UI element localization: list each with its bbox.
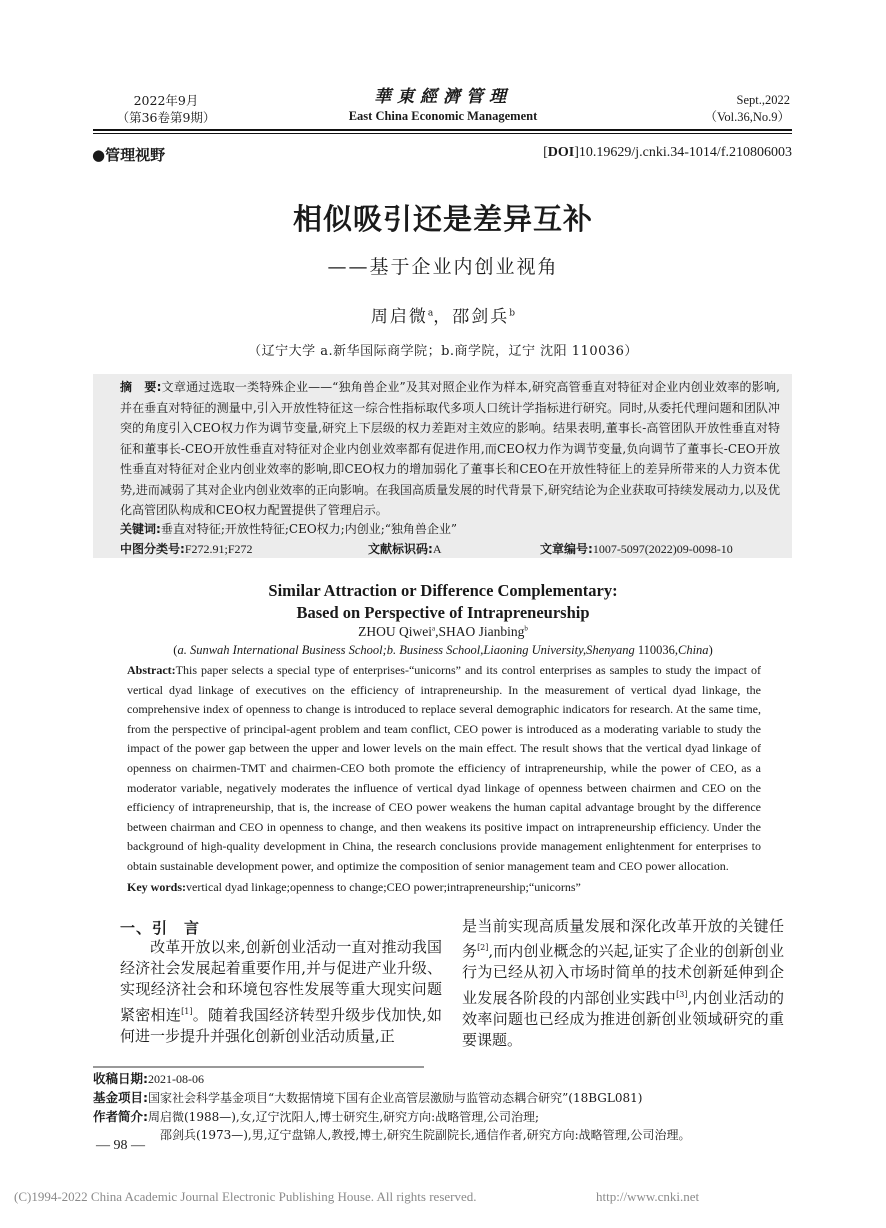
body-text: ,而内创业概念的兴起,证实了企业的创新创业行为已经从初入市场时简单的技术创新延伸到企业发展各阶段的内部创业实践中 — [462, 942, 784, 1007]
document-code — [368, 540, 441, 559]
author-name: 邵剑兵 — [452, 307, 510, 327]
footnote-received — [93, 1069, 204, 1090]
footnote-fund — [93, 1088, 642, 1109]
body-column-left — [120, 937, 442, 1047]
footnote-bio — [93, 1107, 539, 1128]
citation-ref[interactable]: [3] — [676, 989, 688, 999]
fund-value: 国家社会科学基金项目“大数据情境下国有企业高管层激励与监管动态耦合研究”(18BGL081) — [148, 1091, 643, 1105]
affiliation-en-schools: a. Sunwah International Business School;b. Business School,Liaoning University,Shenyang — [177, 643, 635, 657]
keywords-cn — [120, 520, 780, 539]
body-column-right — [462, 916, 784, 1051]
article-no-value: 1007-5097(2022)09-0098-10 — [592, 542, 733, 556]
author-mark-en: b — [524, 624, 528, 633]
bio-author-2: 邵剑兵(1973—),男,辽宁盘锦人,教授,博士,研究生院副院长,通信作者,研究方向:战略管理,公司治理。 — [160, 1128, 691, 1142]
doc-code-label: 文献标识码: — [368, 542, 433, 556]
received-value: 2021-08-06 — [148, 1072, 204, 1086]
date-cn: 2022年9月 — [133, 93, 199, 108]
body-text: ,内创业活动的效率问题也已经成为推进创新创业领域研究的重要课题。 — [462, 988, 784, 1050]
abstract-label: 摘 要: — [120, 380, 162, 394]
citation-ref[interactable]: [1] — [181, 1006, 193, 1016]
author-name-en: SHAO Jianbing — [438, 624, 525, 639]
journal-date-issue-cn — [96, 92, 236, 126]
journal-date-issue-en — [690, 92, 790, 126]
keywords-en-text: vertical dyad linkage;openness to change;CEO power;intrapreneurship;“unicorns” — [186, 880, 581, 894]
abstract-en — [127, 661, 761, 877]
doi-label: DOI — [547, 145, 575, 160]
author-name-en: ZHOU Qiwei — [358, 624, 432, 639]
issue-cn: （第36卷第9期） — [116, 110, 216, 125]
date-en: Sept.,2022 — [736, 93, 790, 107]
author-mark-en: a — [432, 624, 436, 633]
title-en-line2: Based on Perspective of Intrapreneurship — [296, 603, 590, 622]
paren-close: ) — [708, 643, 713, 657]
doi[interactable]: [DOI]10.19629/j.cnki.34-1014/f.210806003 — [543, 145, 792, 160]
affiliation-en-country: China — [678, 643, 709, 657]
cnki-link[interactable]: http://www.cnki.net — [596, 1189, 700, 1204]
footnote-bio-2 — [160, 1126, 690, 1146]
journal-name-cn: 華東經濟管理 — [374, 87, 512, 107]
body-text: 是当前实现高质量发展和深化改革开放的关键任务 — [462, 917, 784, 961]
fund-label: 基金项目: — [93, 1090, 148, 1105]
abstract-cn — [120, 377, 780, 521]
author-name: 周启微 — [370, 307, 428, 327]
keywords-en-label: Key words: — [127, 880, 186, 894]
keywords-text: 垂直对特征;开放性特征;CEO权力;内创业;“独角兽企业” — [160, 522, 458, 536]
author-mark: b — [509, 308, 516, 319]
clc-label: 中图分类号: — [120, 542, 185, 556]
affiliation-cn: （辽宁大学 a.新华国际商学院；b.商学院，辽宁 沈阳 110036） — [248, 344, 638, 359]
journal-name-en: East China Economic Management — [348, 109, 538, 123]
affiliation-en — [0, 643, 886, 658]
subtitle: ——基于企业内创业视角 — [327, 256, 559, 278]
journal-masthead — [300, 86, 586, 125]
body-text: 。随着我国经济转型升级步伐加快,如何进一步提升并强化创新创业活动质量,正 — [120, 1005, 442, 1045]
keywords-label: 关键词: — [120, 522, 161, 536]
clc-value: F272.91;F272 — [184, 542, 253, 556]
bio-label: 作者简介: — [93, 1109, 148, 1124]
page-number: — 98 — — [96, 1138, 145, 1153]
abstract-en-text: This paper selects a special type of enterprises-“unicorns” and its control enterprises as samples to study the impact of vertical dyad linkage of executives on the efficiency of intrapreneurship. In the measurement of vertical dyad linkage, the comprehensive index of openness to change is introduced to replace several demographic indicators for research. At the same time, from the perspective of principal-agent problem and team conflict, CEO power is introduced as a moderating variable to study the impact of the power gap between the upper and lower levels on the main effect. The result shows that the vertical dyad linkage of openness on chairmen-TMT and chairmen-CEO both promote the efficiency of intrapreneurship, while the power of CEO, as a moderator variable, negatively moderates the influence of vertical dyad linkage of openness between chairmen and CEO on the efficiency of intrapreneurship, that is, the increase of CEO power weakens the human capital advantage brought by the difference between chairman and CEO in openness to change, and then weakens its positive impact on intrapreneurship efficiency. Under the background of high-quality development in China, the research conclusions provide management enlightenment for enterprises to obtain sustainable development power, and optimize the composition of senior management team and CEO power allocation. — [127, 663, 761, 873]
keywords-en — [127, 878, 761, 897]
issue-en: （Vol.36,No.9） — [704, 110, 790, 124]
author-mark: a — [427, 308, 434, 319]
section-heading: 一、引 言 — [120, 919, 201, 937]
author-separator: ， — [433, 307, 453, 327]
doi-value[interactable]: 10.19629/j.cnki.34-1014/f.210806003 — [578, 145, 792, 160]
authors-en — [0, 624, 886, 640]
article-no-label: 文章编号: — [540, 542, 593, 556]
column-tag: ●管理视野 — [92, 146, 166, 164]
header-rule-thick — [93, 129, 792, 131]
title-en-line1: Similar Attraction or Difference Complementary: — [268, 581, 618, 600]
authors-cn — [0, 302, 886, 327]
header-rule-thin — [93, 133, 792, 134]
copyright-notice: (C)1994-2022 China Academic Journal Electronic Publishing House. All rights reserved. — [14, 1189, 477, 1204]
affiliation-en-zip: 110036, — [634, 643, 678, 657]
doc-code-value: A — [432, 542, 442, 556]
received-label: 收稿日期: — [93, 1071, 148, 1086]
footnote-rule — [93, 1066, 424, 1068]
bio-author-1: 周启微(1988—),女,辽宁沈阳人,博士研究生,研究方向:战略管理,公司治理; — [148, 1110, 540, 1124]
citation-ref[interactable]: [2] — [477, 943, 489, 953]
page-title: 相似吸引还是差异互补 — [292, 202, 593, 236]
body-text: 改革开放以来,创新创业活动一直对推动我国经济社会发展起着重要作用,并与促进产业升级、实现经济社会和环境包容性发展等重大现实问题紧密相连 — [120, 938, 442, 1024]
abstract-en-label: Abstract: — [127, 663, 176, 677]
author-separator-en: , — [435, 624, 439, 639]
clc-code — [120, 540, 253, 559]
abstract-text: 文章通过选取一类特殊企业——“独角兽企业”及其对照企业作为样本,研究高管垂直对特征对企业内创业效率的影响,并在垂直对特征的测量中,引入开放性特征这一综合性指标取代多项人口统计学指标进行研究。同时,从委托代理问题和团队冲突的角度引入CEO权力作为调节变量,研究上下层级的权力差距对主效应的影响。结果表明,董事长-高管团队开放性垂直对特征和董事长-CEO开放性垂直对特征对企业内创业效率都有促进作用,而CEO权力作为调节变量,负向调节了董事长-CEO开放性垂直对特征对企业内创业效率的影响,即CEO权力的增加弱化了董事长和CEO在开放性特征上的差异所带来的人力资本优势,进而减弱了其对企业内创业效率的正向影响。在我国高质量发展的时代背景下,研究结论为企业获取可持续发展动力,以及优化高管团队构成和CEO权力配置提供了管理启示。 — [120, 380, 780, 517]
paren-open: ( — [173, 643, 178, 657]
article-number — [540, 540, 733, 559]
